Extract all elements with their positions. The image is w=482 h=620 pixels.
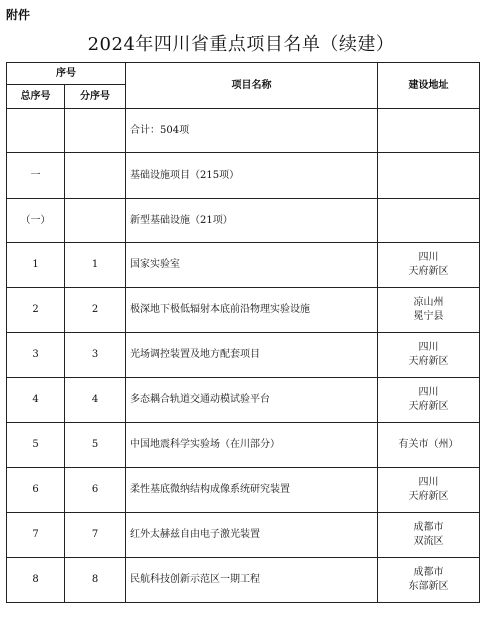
table-row [7, 468, 480, 513]
summary-row [7, 109, 480, 153]
row-sub-seq: 1 [65, 243, 126, 288]
row-location-line: 四川 [418, 477, 439, 488]
row-sub-seq: 4 [65, 378, 126, 423]
row-project-name: 柔性基底微纳结构成像系统研究装置 [126, 468, 378, 513]
header-seq-group: 序号 [7, 63, 126, 85]
row-project-name: 极深地下极低辐射本底前沿物理实验设施 [126, 288, 378, 333]
table-row [7, 243, 480, 288]
table-row [7, 288, 480, 333]
header-total-seq: 总序号 [7, 85, 65, 109]
row-sub-seq: 8 [65, 558, 126, 603]
row-location [378, 243, 480, 288]
row-location-line: 冕宁县 [413, 311, 444, 322]
row-location [378, 288, 480, 333]
row-project-name: 国家实验室 [126, 243, 378, 288]
row-project-name: 民航科技创新示范区一期工程 [126, 558, 378, 603]
row-location-line: 凉山州 [413, 297, 444, 308]
row-location-line: 有关市（州） [398, 439, 459, 450]
row-location [378, 468, 480, 513]
row-total-seq: 4 [7, 378, 65, 423]
attachment-label: 附件 [6, 8, 31, 22]
row-sub-seq: 6 [65, 468, 126, 513]
row-location-line: 四川 [418, 342, 439, 353]
row-location-line: 双流区 [413, 536, 444, 547]
category-total-seq: 一 [7, 153, 65, 199]
row-location-line: 天府新区 [408, 401, 449, 412]
summary-total-seq [7, 109, 65, 153]
summary-location [378, 109, 480, 153]
row-location [378, 558, 480, 603]
category-location [378, 153, 480, 199]
row-total-seq: 1 [7, 243, 65, 288]
header-project-name: 项目名称 [126, 63, 378, 109]
row-total-seq: 2 [7, 288, 65, 333]
table-row [7, 558, 480, 603]
row-project-name: 中国地震科学实验场（在川部分） [126, 423, 378, 468]
projects-table [6, 62, 480, 603]
row-project-name: 光场调控装置及地方配套项目 [126, 333, 378, 378]
row-location-line: 四川 [418, 387, 439, 398]
row-location [378, 423, 480, 468]
row-total-seq: 5 [7, 423, 65, 468]
row-location [378, 378, 480, 423]
row-project-name: 红外太赫兹自由电子激光装置 [126, 513, 378, 558]
row-location-line: 天府新区 [408, 491, 449, 502]
subcategory-location [378, 199, 480, 243]
subcategory-total-seq: （一） [7, 199, 65, 243]
summary-total-count: 合计：504项 [126, 109, 378, 153]
table-row [7, 333, 480, 378]
table-row [7, 513, 480, 558]
subcategory-name: 新型基础设施（21项） [126, 199, 378, 243]
row-location-line: 成都市 [413, 522, 444, 533]
row-total-seq: 3 [7, 333, 65, 378]
row-project-name: 多态耦合轨道交通动模试验平台 [126, 378, 378, 423]
row-location-line: 天府新区 [408, 356, 449, 367]
row-location-line: 成都市 [413, 567, 444, 578]
document-title: 2024年四川省重点项目名单（续建） [87, 34, 395, 55]
row-location-line: 四川 [418, 252, 439, 263]
table-row [7, 423, 480, 468]
row-total-seq: 6 [7, 468, 65, 513]
row-location-line: 天府新区 [408, 266, 449, 277]
row-location [378, 513, 480, 558]
row-sub-seq: 7 [65, 513, 126, 558]
summary-sub-seq [65, 109, 126, 153]
subcategory-sub-seq [65, 199, 126, 243]
header-location: 建设地址 [378, 63, 480, 109]
row-total-seq: 7 [7, 513, 65, 558]
row-sub-seq: 5 [65, 423, 126, 468]
row-sub-seq: 3 [65, 333, 126, 378]
header-sub-seq: 分序号 [65, 85, 126, 109]
category-row [7, 153, 480, 199]
table-row [7, 378, 480, 423]
row-location-line: 东部新区 [408, 581, 449, 592]
category-sub-seq [65, 153, 126, 199]
row-location [378, 333, 480, 378]
row-total-seq: 8 [7, 558, 65, 603]
subcategory-row [7, 199, 480, 243]
category-name: 基础设施项目（215项） [126, 153, 378, 199]
row-sub-seq: 2 [65, 288, 126, 333]
